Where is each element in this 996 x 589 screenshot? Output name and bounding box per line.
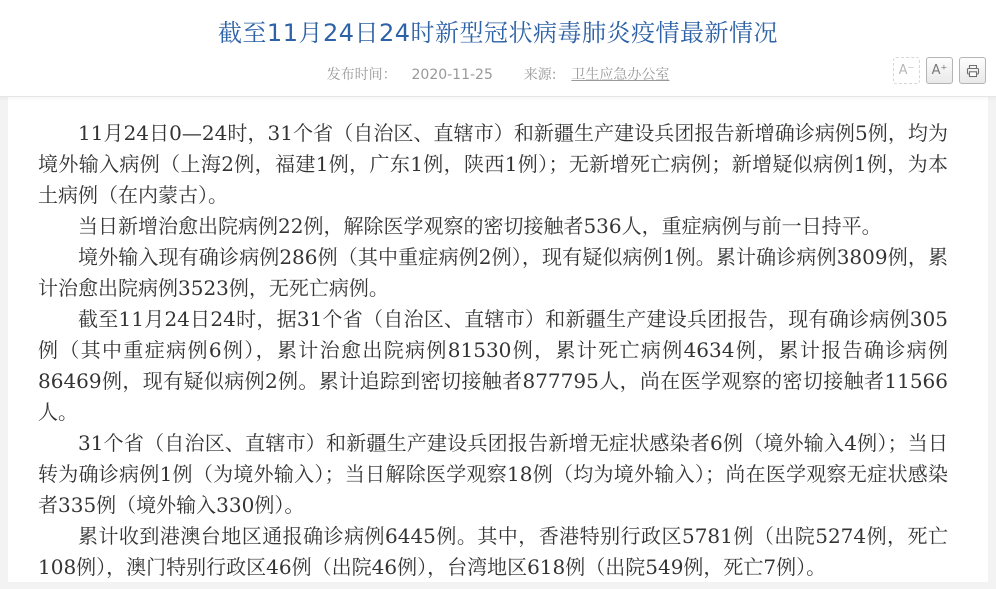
paragraph-cumulative-totals: 截至11月24日24时，据31个省（自治区、直辖市）和新疆生产建设兵团报告，现有确诊病例305例（其中重症病例6例），累计治愈出院病例81530例，累计死亡病例4634例，累计报告确诊病例86469例，现有疑似病例2例。累计追踪到密切接触者877795人，尚在医学观察的密切接触者11566人。: [38, 307, 948, 424]
print-button[interactable]: [959, 57, 986, 84]
article-header: [0, 0, 996, 97]
source-label: 来源:: [523, 67, 557, 83]
article-meta: [0, 64, 996, 84]
publish-time-label: 发布时间：: [326, 67, 397, 83]
paragraph-hk-macao-taiwan: 累计收到港澳台地区通报确诊病例6445例。其中，香港特别行政区5781例（出院5274例，死亡108例），澳门特别行政区46例（出院46例），台湾地区618例（出院549例，死亡7例）。: [38, 524, 948, 579]
decrease-font-button[interactable]: A⁻: [893, 57, 920, 84]
paragraph-asymptomatic: 31个省（自治区、直辖市）和新疆生产建设兵团报告新增无症状感染者6例（境外输入4例）；当日转为确诊病例1例（为境外输入）；当日解除医学观察18例（均为境外输入）；尚在医学观察无症状感染者335例（境外输入330例）。: [38, 431, 948, 517]
increase-font-button[interactable]: A⁺: [926, 57, 953, 84]
source-value[interactable]: 卫生应急办公室: [571, 67, 670, 83]
publish-time-value: 2020-11-25: [411, 67, 493, 83]
paragraph-new-confirmed: 11月24日0—24时，31个省（自治区、直辖市）和新疆生产建设兵团报告新增确诊病例5例，均为境外输入病例（上海2例，福建1例，广东1例，陕西1例）；无新增死亡病例；新增疑似病例1例，为本土病例（在内蒙古）。: [38, 121, 948, 207]
article-body: [8, 97, 988, 582]
paragraph-imported-cases: 境外输入现有确诊病例286例（其中重症病例2例），现有疑似病例1例。累计确诊病例3809例，累计治愈出院病例3523例，无死亡病例。: [38, 245, 948, 300]
page-title: 截至11月24日24时新型冠状病毒肺炎疫情最新情况: [217, 19, 779, 47]
printer-icon: [965, 63, 981, 79]
toolbar: [893, 57, 986, 84]
paragraph-cured-discharged: 当日新增治愈出院病例22例，解除医学观察的密切接触者536人，重症病例与前一日持平。: [78, 214, 882, 238]
